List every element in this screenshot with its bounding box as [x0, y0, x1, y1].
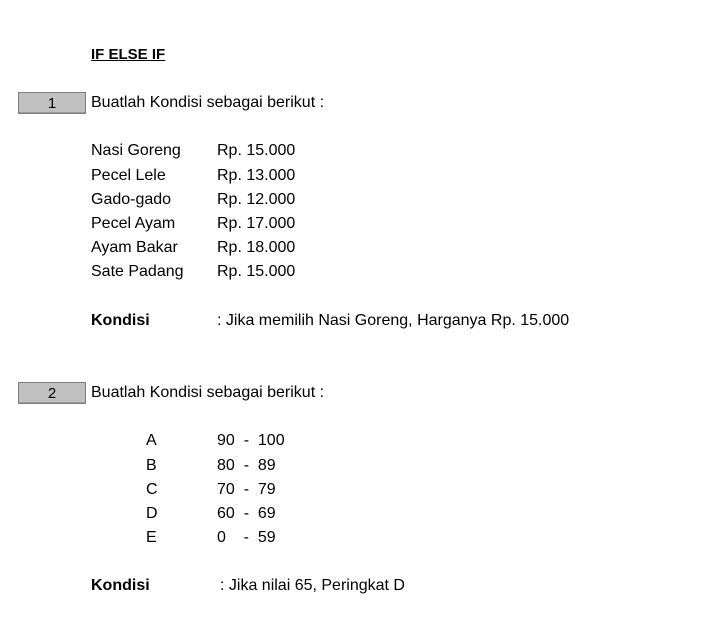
menu-item-name: Sate Padang [91, 263, 184, 280]
menu-item-name: Ayam Bakar [91, 239, 178, 256]
section1-instruction: Buatlah Kondisi sebagai berikut : [91, 94, 325, 111]
section1-condition-label: Kondisi [91, 312, 150, 329]
grade-letter: D [146, 505, 158, 522]
grade-range: 0 - 59 [217, 529, 276, 546]
menu-item-name: Pecel Lele [91, 167, 166, 184]
section2-condition-text: : Jika nilai 65, Peringkat D [220, 577, 405, 594]
page-title: IF ELSE IF [91, 46, 166, 63]
grade-range: 70 - 79 [217, 481, 276, 498]
menu-item-name: Nasi Goreng [91, 142, 181, 159]
menu-item-price: Rp. 15.000 [217, 142, 296, 159]
section2-instruction: Buatlah Kondisi sebagai berikut : [91, 384, 325, 401]
grade-letter: A [146, 432, 157, 449]
menu-item-name: Gado-gado [91, 191, 172, 208]
grade-letter: E [146, 529, 157, 546]
grade-range: 60 - 69 [217, 505, 276, 522]
menu-item-price: Rp. 17.000 [217, 215, 296, 232]
grade-range: 80 - 89 [217, 457, 276, 474]
section1-condition-text: : Jika memilih Nasi Goreng, Harganya Rp. 15.000 [217, 312, 570, 329]
grade-range: 90 - 100 [217, 432, 285, 449]
menu-item-price: Rp. 13.000 [217, 167, 296, 184]
question-number-2: 2 [18, 382, 86, 404]
menu-item-price: Rp. 12.000 [217, 191, 296, 208]
section2-condition-label: Kondisi [91, 577, 150, 594]
menu-item-name: Pecel Ayam [91, 215, 176, 232]
menu-item-price: Rp. 15.000 [217, 263, 296, 280]
question-number-1: 1 [18, 92, 86, 114]
grade-letter: B [146, 457, 157, 474]
grade-letter: C [146, 481, 158, 498]
menu-item-price: Rp. 18.000 [217, 239, 296, 256]
